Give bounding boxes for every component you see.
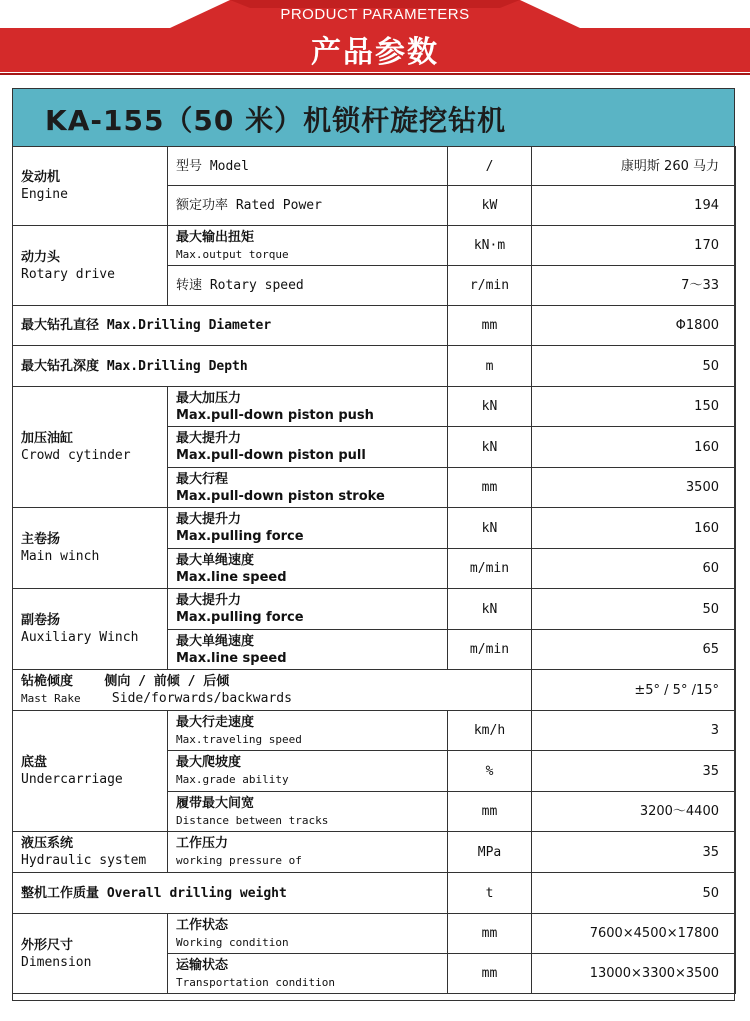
table-row — [13, 226, 736, 266]
mast-en-a: Mast Rake — [21, 692, 81, 705]
item-en: Max.pulling force — [176, 529, 304, 544]
table-row — [13, 346, 736, 387]
item-en: Transportation condition — [176, 975, 335, 989]
unit-cell: % — [448, 751, 532, 792]
item-en: Max.pull-down piston stroke — [176, 488, 385, 504]
table-row — [13, 873, 736, 914]
unit-cell: kN — [448, 387, 532, 427]
item-cn: 最大加压力 — [176, 390, 242, 406]
table-row — [13, 832, 736, 873]
unit-cell: kN·m — [448, 226, 532, 266]
value-cell: 7～33 — [532, 266, 736, 306]
group-cn: 主卷扬 — [21, 532, 61, 547]
item-text: 转速 Rotary speed — [176, 278, 304, 293]
unit-cell: m/min — [448, 549, 532, 589]
value-cell: 50 — [532, 346, 736, 387]
value-cell: 160 — [532, 427, 736, 468]
item-cn: 最大行程 — [176, 471, 229, 487]
item-cn: 工作状态 — [176, 917, 229, 933]
item-label — [168, 832, 448, 873]
group-rotary — [13, 226, 168, 306]
unit-cell: kN — [448, 427, 532, 468]
item-en: Max.pulling force — [176, 610, 304, 625]
value-cell: 3 — [532, 711, 736, 751]
value-cell: 7600×4500×17800 — [532, 914, 736, 954]
item-cn: 工作压力 — [176, 836, 229, 851]
value-cell: Φ1800 — [532, 306, 736, 346]
item-cn: 最大提升力 — [176, 431, 242, 446]
item-label — [168, 387, 448, 427]
group-cn: 副卷扬 — [21, 613, 61, 628]
value-cell: 194 — [532, 186, 736, 226]
item-cn: 运输状态 — [176, 957, 229, 973]
group-crowd — [13, 387, 168, 508]
value-cell: 150 — [532, 387, 736, 427]
unit-cell: / — [448, 147, 532, 186]
group-dimension — [13, 914, 168, 994]
item-text: 额定功率 Rated Power — [176, 198, 322, 213]
item-en: Max.pull-down piston pull — [176, 448, 366, 463]
item-label — [168, 630, 448, 670]
group-cn: 加压油缸 — [21, 431, 74, 446]
group-aux-winch — [13, 589, 168, 670]
item-label — [168, 792, 448, 832]
value-cell: 65 — [532, 630, 736, 670]
group-en: Auxiliary Winch — [21, 630, 139, 645]
item-label — [168, 751, 448, 792]
item-cn: 最大单绳速度 — [176, 633, 255, 649]
unit-cell: MPa — [448, 832, 532, 873]
item-cn: 最大单绳速度 — [176, 552, 255, 568]
item-cn: 履带最大间宽 — [176, 795, 255, 811]
item-label — [168, 147, 448, 186]
item-en: Max.grade ability — [176, 773, 289, 786]
item-cn: 最大输出扭矩 — [176, 229, 255, 245]
table-row — [13, 147, 736, 186]
value-cell: 13000×3300×3500 — [532, 954, 736, 994]
item-en: Max.output torque — [176, 247, 289, 261]
item-cn: 最大提升力 — [176, 593, 242, 608]
table-row — [13, 589, 736, 630]
unit-cell: km/h — [448, 711, 532, 751]
group-en: Hydraulic system — [21, 853, 147, 868]
table-row — [13, 508, 736, 549]
unit-cell: r/min — [448, 266, 532, 306]
group-engine — [13, 147, 168, 226]
group-en: Undercarriage — [21, 772, 123, 787]
group-en: Crowd cytinder — [21, 448, 131, 463]
item-label: 整机工作质量 Overall drilling weight — [13, 873, 448, 914]
unit-cell: mm — [448, 914, 532, 954]
item-label — [168, 711, 448, 751]
unit-cell: mm — [448, 468, 532, 508]
value-cell: 50 — [532, 589, 736, 630]
item-en: Distance between tracks — [176, 813, 329, 827]
group-en: Rotary drive — [21, 266, 115, 282]
item-en: Max.line speed — [176, 569, 287, 585]
item-label — [168, 954, 448, 994]
table-row — [13, 387, 736, 427]
item-label — [168, 914, 448, 954]
value-cell: 170 — [532, 226, 736, 266]
header-en-title: PRODUCT PARAMETERS — [280, 6, 470, 23]
value-cell: ±5° / 5° /15° — [532, 670, 736, 711]
item-label — [168, 186, 448, 226]
unit-cell: mm — [448, 954, 532, 994]
value-cell: 康明斯 260 马力 — [532, 147, 736, 186]
table-row — [13, 711, 736, 751]
table-row — [13, 914, 736, 954]
group-en: Main winch — [21, 549, 100, 564]
group-cn: 动力头 — [21, 249, 61, 265]
item-en: Working condition — [176, 935, 289, 949]
unit-cell: kN — [448, 589, 532, 630]
title-bar — [13, 89, 734, 146]
table-row — [13, 670, 736, 711]
group-cn: 发动机 — [21, 170, 61, 185]
item-label — [168, 468, 448, 508]
group-en: Dimension — [21, 954, 92, 970]
group-undercarriage — [13, 711, 168, 832]
item-text: 型号 Model — [176, 158, 249, 174]
item-label — [168, 226, 448, 266]
item-en: working pressure of — [176, 854, 302, 867]
item-en: Max.pull-down piston push — [176, 407, 374, 423]
item-label — [168, 508, 448, 549]
unit-cell: kN — [448, 508, 532, 549]
unit-cell: t — [448, 873, 532, 914]
unit-cell: mm — [448, 792, 532, 832]
value-cell: 3200～4400 — [532, 792, 736, 832]
table-row — [13, 306, 736, 346]
item-label — [168, 549, 448, 589]
item-label — [168, 589, 448, 630]
item-en: Max.traveling speed — [176, 732, 302, 746]
product-title: KA-155（50 米）机锁杆旋挖钻机 — [45, 104, 507, 137]
unit-cell: m/min — [448, 630, 532, 670]
group-main-winch — [13, 508, 168, 589]
header-cn-title: 产品参数 — [311, 35, 439, 70]
item-en: Max.line speed — [176, 650, 287, 666]
value-cell: 60 — [532, 549, 736, 589]
group-hydraulic — [13, 832, 168, 873]
group-cn: 外形尺寸 — [21, 937, 74, 953]
unit-cell: kW — [448, 186, 532, 226]
item-label — [168, 427, 448, 468]
value-cell: 50 — [532, 873, 736, 914]
value-cell: 35 — [532, 832, 736, 873]
value-cell: 35 — [532, 751, 736, 792]
header-banner — [0, 0, 750, 75]
group-en: Engine — [21, 187, 68, 202]
group-cn: 底盘 — [21, 755, 48, 770]
unit-cell: mm — [448, 306, 532, 346]
item-cn: 最大爬坡度 — [176, 755, 242, 770]
mast-rake-label — [13, 670, 532, 711]
value-cell: 3500 — [532, 468, 736, 508]
item-label: 最大钻孔直径 Max.Drilling Diameter — [13, 306, 448, 346]
parameter-table — [12, 146, 736, 994]
item-label: 最大钻孔深度 Max.Drilling Depth — [13, 346, 448, 387]
item-label — [168, 266, 448, 306]
mast-en-b: Side/forwards/backwards — [111, 691, 292, 706]
item-cn: 最大提升力 — [176, 512, 242, 527]
mast-cn-a: 钻桅倾度 — [21, 674, 74, 689]
mast-cn-b: 侧向 / 前倾 / 后倾 — [104, 674, 230, 689]
value-cell: 160 — [532, 508, 736, 549]
item-cn: 最大行走速度 — [176, 714, 255, 730]
group-cn: 液压系统 — [21, 836, 74, 851]
unit-cell: m — [448, 346, 532, 387]
